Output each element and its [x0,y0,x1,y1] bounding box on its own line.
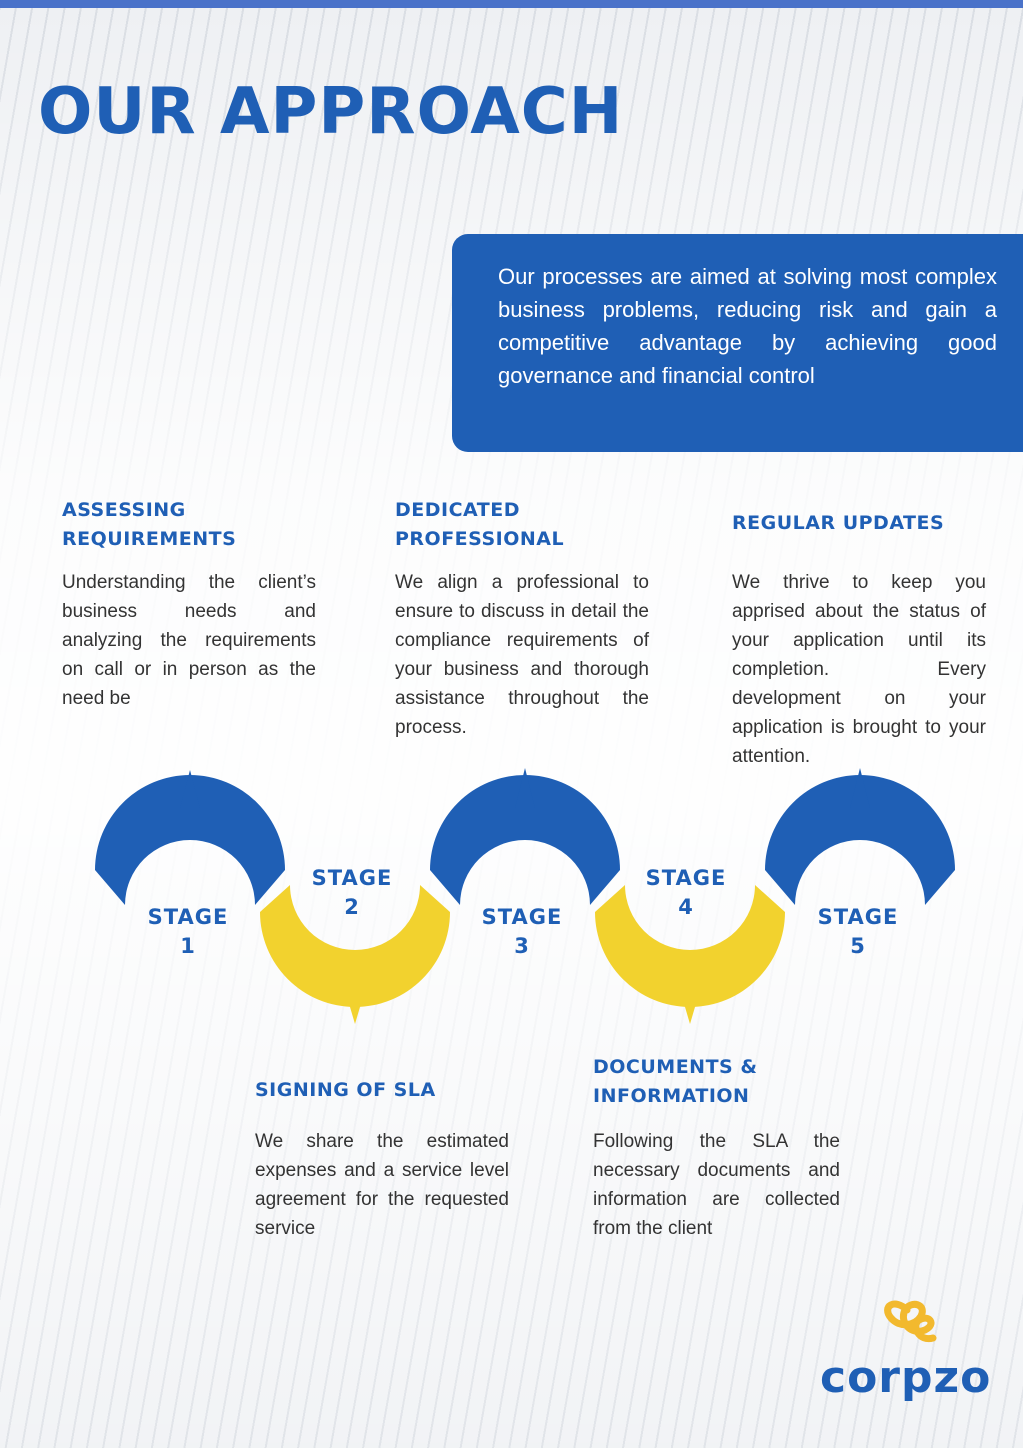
intro-text: Our processes are aimed at solving most complex business problems, reducing risk and gain a competitive advantage by achieving good governance and financial control [498,264,997,388]
stage-3-number: 3 [514,934,530,958]
block-heading: SIGNING OF SLA [255,1079,436,1101]
stage-1-number: 1 [180,934,196,958]
block-heading: ASSESSING REQUIREMENTS [62,499,237,550]
stage-1-word: STAGE [147,905,229,929]
block-signing-sla [255,1076,509,1243]
stage-4-number: 4 [678,895,694,919]
block-heading: REGULAR UPDATES [732,512,945,534]
stage-2-pointer [345,990,365,1024]
stage-2-word: STAGE [311,866,393,890]
block-text: Understanding the client’s business needs and analyzing the requirements on call or in person as the need be [62,572,316,709]
block-text: We share the estimated expenses and a service level agreement for the requested service [255,1131,509,1239]
corpzo-logo-text: corpzo [820,1352,992,1403]
stage-5-word: STAGE [817,905,899,929]
block-text: Following the SLA the necessary documents and information are collected from the client [593,1131,840,1239]
stage-4-word: STAGE [645,866,727,890]
corpzo-knot-icon [815,1296,955,1360]
block-text: We thrive to keep you apprised about the status of your application until its completion. Every development on your application is brought to your attention. [732,572,986,767]
page-title: OUR APPROACH [38,75,624,149]
stage-2-number: 2 [344,895,360,919]
block-heading: DEDICATED PROFESSIONAL [395,499,565,550]
block-heading: DOCUMENTS & INFORMATION [593,1056,758,1107]
stage-4-pointer [680,990,700,1024]
stage-3-word: STAGE [481,905,563,929]
block-documents [593,1053,840,1243]
stage-5-number: 5 [850,934,866,958]
block-text: We align a professional to ensure to discuss in detail the compliance requirements of your business and thorough assistance throughout the process. [395,572,649,738]
